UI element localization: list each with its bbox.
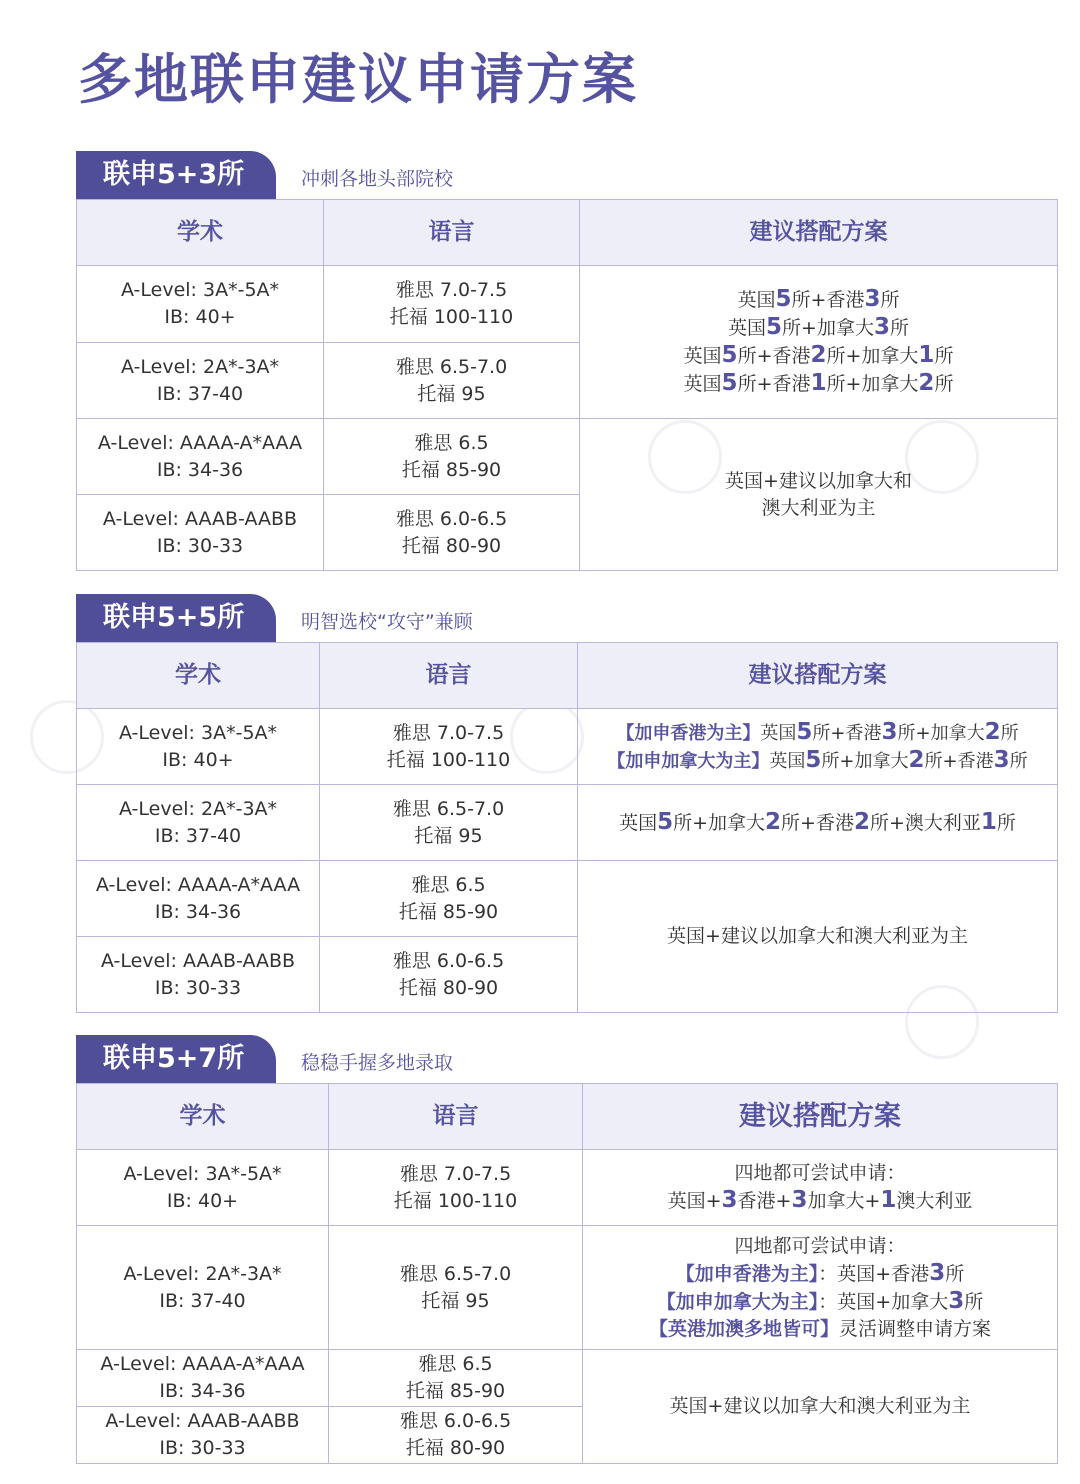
section-tag: 联申5+3所 bbox=[76, 151, 276, 199]
section-5-plus-5 bbox=[76, 594, 1057, 1013]
header-plan: 建议搭配方案 bbox=[578, 643, 1058, 709]
language-cell: 雅思 7.0-7.5 托福 100-110 bbox=[324, 266, 580, 343]
plan-line: 英国5所+香港2所+加拿大1所 bbox=[683, 342, 954, 368]
plan-line: 【英港加澳多地皆可】灵活调整申请方案 bbox=[648, 1317, 992, 1340]
plan-line: 【加申加拿大为主】英国5所+加拿大2所+香港3所 bbox=[607, 746, 1028, 773]
academic-cell: A-Level: AAAB-AABB IB: 30-33 bbox=[77, 1407, 329, 1464]
header-language: 语言 bbox=[324, 200, 580, 266]
plan-cell bbox=[583, 1350, 1058, 1464]
plan-line: 英国5所+加拿大2所+香港2所+澳大利亚1所 bbox=[619, 808, 1016, 835]
header-plan: 建议搭配方案 bbox=[583, 1084, 1058, 1150]
academic-cell: A-Level: AAAA-A*AAA IB: 34-36 bbox=[77, 1350, 329, 1407]
plan-line: 英国+建议以加拿大和澳大利亚为主 bbox=[667, 925, 968, 947]
language-cell: 雅思 6.5 托福 85-90 bbox=[320, 861, 578, 937]
plan-cell bbox=[578, 785, 1058, 861]
section-tag: 联申5+5所 bbox=[76, 594, 276, 642]
plan-cell bbox=[583, 1226, 1058, 1350]
language-cell: 雅思 6.5 托福 85-90 bbox=[329, 1350, 583, 1407]
academic-cell: A-Level: AAAA-A*AAA IB: 34-36 bbox=[77, 861, 320, 937]
section-subtitle: 稳稳手握多地录取 bbox=[301, 1052, 454, 1074]
header-language: 语言 bbox=[329, 1084, 583, 1150]
language-cell: 雅思 6.0-6.5 托福 80-90 bbox=[329, 1407, 583, 1464]
language-cell: 雅思 6.5-7.0 托福 95 bbox=[320, 785, 578, 861]
section-subtitle: 冲刺各地头部院校 bbox=[301, 168, 454, 190]
plan-line: 【加申加拿大为主】：英国+加拿大3所 bbox=[656, 1287, 984, 1314]
language-cell: 雅思 6.0-6.5 托福 80-90 bbox=[324, 495, 580, 571]
plan-line: 英国5所+香港1所+加拿大2所 bbox=[683, 370, 954, 396]
plan-line: 四地都可尝试申请： bbox=[734, 1162, 906, 1184]
academic-cell: A-Level: 2A*-3A* IB: 37-40 bbox=[77, 343, 324, 419]
section-5-plus-7 bbox=[76, 1035, 1057, 1464]
header-academic: 学术 bbox=[77, 643, 320, 709]
academic-cell: A-Level: 2A*-3A* IB: 37-40 bbox=[77, 785, 320, 861]
academic-cell: A-Level: 3A*-5A* IB: 40+ bbox=[77, 266, 324, 343]
header-academic: 学术 bbox=[77, 1084, 329, 1150]
language-cell: 雅思 7.0-7.5 托福 100-110 bbox=[320, 709, 578, 785]
plan-cell bbox=[578, 709, 1058, 785]
plan-line: 英国5所+加拿大3所 bbox=[728, 314, 909, 340]
header-plan: 建议搭配方案 bbox=[580, 200, 1058, 266]
plan-line: 澳大利亚为主 bbox=[761, 496, 876, 519]
section-5-plus-3 bbox=[76, 151, 1057, 571]
plan-line: 英国5所+香港3所 bbox=[737, 286, 900, 312]
plan-cell bbox=[580, 266, 1058, 419]
plan-cell bbox=[580, 419, 1058, 571]
plan-line: 英国+3香港+3加拿大+1澳大利亚 bbox=[667, 1187, 973, 1213]
plan-line: 【加申香港为主】英国5所+香港3所+加拿大2所 bbox=[616, 718, 1019, 745]
plan-line: 【加申香港为主】：英国+香港3所 bbox=[675, 1259, 965, 1286]
academic-cell: A-Level: AAAB-AABB IB: 30-33 bbox=[77, 937, 320, 1013]
academic-cell: A-Level: AAAA-A*AAA IB: 34-36 bbox=[77, 419, 324, 495]
plan-table bbox=[76, 642, 1058, 1013]
header-academic: 学术 bbox=[77, 200, 324, 266]
page-title: 多地联申建议申请方案 bbox=[78, 48, 638, 111]
language-cell: 雅思 6.5-7.0 托福 95 bbox=[324, 343, 580, 419]
plan-cell bbox=[578, 861, 1058, 1013]
academic-cell: A-Level: 3A*-5A* IB: 40+ bbox=[77, 1150, 329, 1226]
section-subtitle: 明智选校“攻守”兼顾 bbox=[301, 611, 473, 633]
plan-line: 英国+建议以加拿大和 bbox=[725, 469, 912, 492]
plan-table bbox=[76, 1083, 1058, 1464]
academic-cell: A-Level: 2A*-3A* IB: 37-40 bbox=[77, 1226, 329, 1350]
section-tag: 联申5+7所 bbox=[76, 1035, 276, 1083]
plan-cell bbox=[583, 1150, 1058, 1226]
plan-line: 四地都可尝试申请： bbox=[734, 1234, 906, 1257]
plan-line: 英国+建议以加拿大和澳大利亚为主 bbox=[669, 1395, 971, 1417]
language-cell: 雅思 6.5-7.0 托福 95 bbox=[329, 1226, 583, 1350]
academic-cell: A-Level: 3A*-5A* IB: 40+ bbox=[77, 709, 320, 785]
language-cell: 雅思 6.0-6.5 托福 80-90 bbox=[320, 937, 578, 1013]
language-cell: 雅思 7.0-7.5 托福 100-110 bbox=[329, 1150, 583, 1226]
language-cell: 雅思 6.5 托福 85-90 bbox=[324, 419, 580, 495]
plan-table bbox=[76, 199, 1058, 571]
academic-cell: A-Level: AAAB-AABB IB: 30-33 bbox=[77, 495, 324, 571]
header-language: 语言 bbox=[320, 643, 578, 709]
